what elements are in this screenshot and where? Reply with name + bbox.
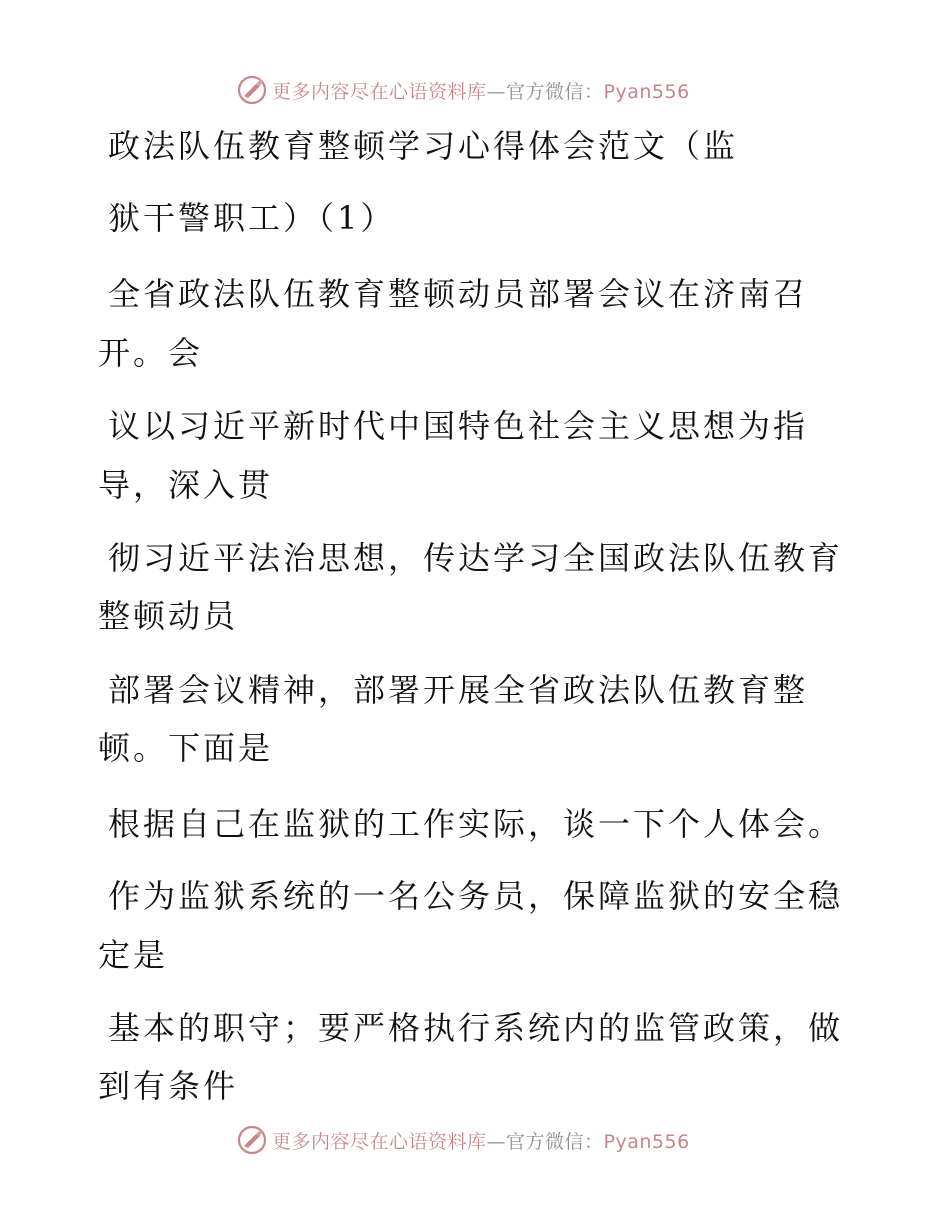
- pen-nib-logo-icon: [236, 1124, 268, 1156]
- paragraph-line: 到有条件: [98, 1067, 239, 1105]
- paragraph-line: 顿。下面是: [98, 729, 274, 767]
- watermark-wechat-label: 官方微信：: [506, 80, 604, 103]
- paragraph-line: 全省政法队伍教育整顿动员部署会议在济南召: [108, 275, 809, 313]
- watermark-wechat-label: 官方微信：: [506, 1130, 604, 1153]
- paragraph-line: 根据自己在监狱的工作实际，谈一下个人体会。: [108, 805, 844, 843]
- watermark-dash: —: [486, 80, 507, 103]
- paragraph-line: 部署会议精神，部署开展全省政法队伍教育整: [108, 671, 809, 709]
- watermark-text: [272, 77, 690, 104]
- watermark-text: [272, 1127, 690, 1154]
- paragraph-line: 导，深入贯: [98, 466, 274, 504]
- paragraph-line: 彻习近平法治思想，传达学习全国政法队伍教育: [108, 539, 844, 577]
- title-line-2: 狱干警职工）（1）: [108, 199, 396, 237]
- paragraph-line: 作为监狱系统的一名公务员，保障监狱的安全稳: [108, 877, 844, 915]
- watermark-site: 更多内容尽在心语资料库: [272, 80, 487, 103]
- paragraph-line: 基本的职守；要严格执行系统内的监管政策，做: [108, 1009, 844, 1047]
- paragraph-line: 整顿动员: [98, 597, 239, 635]
- paragraph-line: 开。会: [98, 334, 204, 372]
- watermark-dash: —: [486, 1130, 507, 1153]
- pen-nib-logo-icon: [236, 74, 268, 106]
- paragraph-line: 议以习近平新时代中国特色社会主义思想为指: [108, 407, 809, 445]
- watermark-site: 更多内容尽在心语资料库: [272, 1130, 487, 1153]
- watermark-wechat-id: Pyan556: [603, 1130, 690, 1153]
- paragraph-line: 定是: [98, 936, 169, 974]
- footer-watermark: [236, 1123, 690, 1157]
- header-watermark: [236, 73, 690, 107]
- title-line-1: 政法队伍教育整顿学习心得体会范文（监: [108, 127, 739, 165]
- watermark-wechat-id: Pyan556: [603, 80, 690, 103]
